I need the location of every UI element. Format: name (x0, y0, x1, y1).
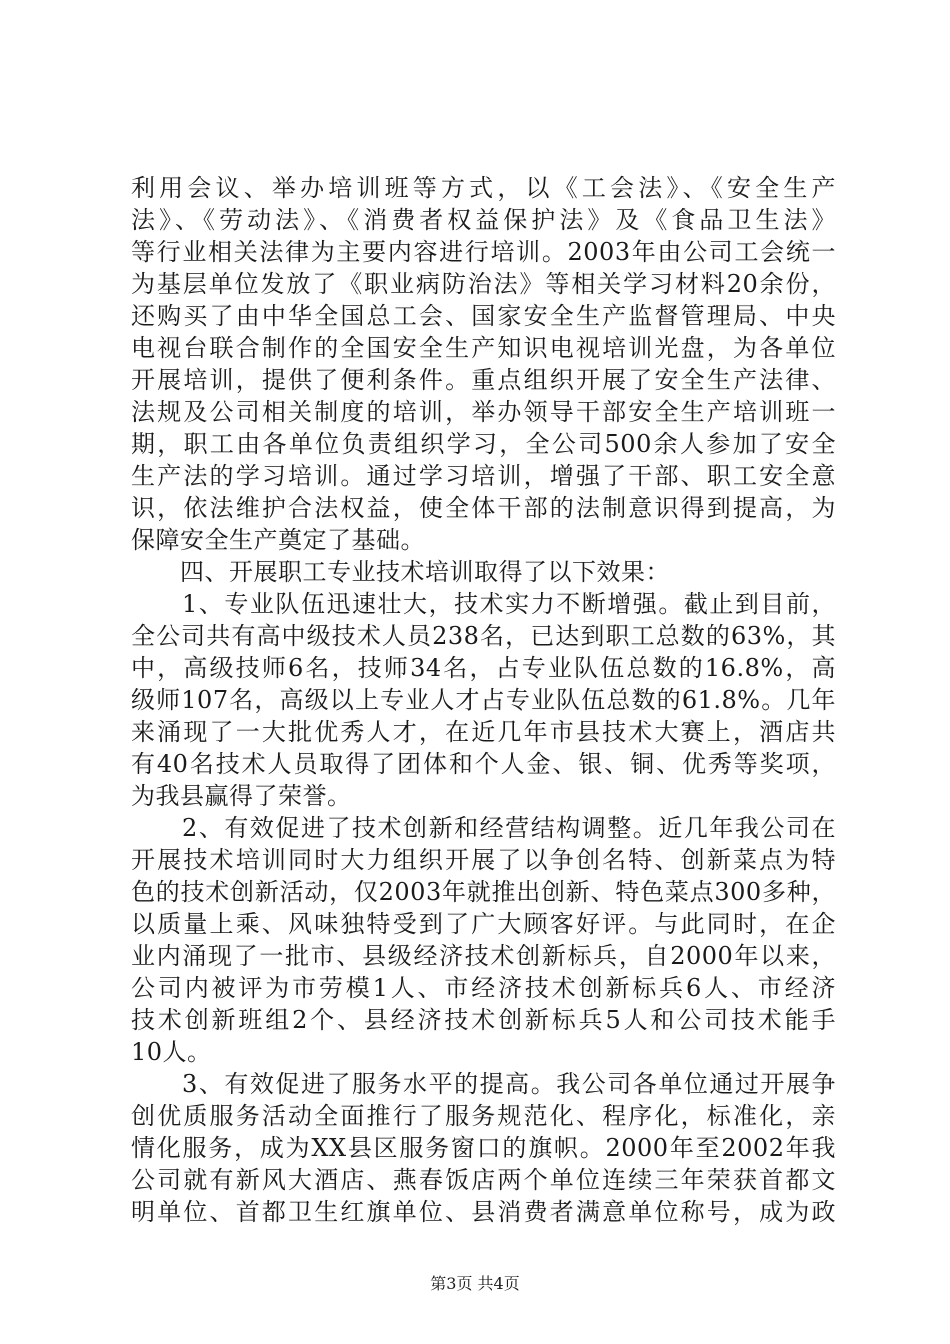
body-text (131, 172, 836, 1228)
text-line: 创优质服务活动全面推行了服务规范化、程序化，标准化，亲 (131, 1102, 836, 1130)
text-line: 公司就有新风大酒店、燕春饭店两个单位连续三年荣获首都文 (131, 1166, 836, 1194)
text-line: 期，职工由各单位负责组织学习，全公司500余人参加了安全 (131, 430, 836, 458)
text-line: 色的技术创新活动，仅2003年就推出创新、特色菜点300多种， (131, 878, 836, 906)
text-line: 生产法的学习培训。通过学习培训，增强了干部、职工安全意 (131, 462, 836, 490)
text-line: 识，依法维护合法权益，使全体干部的法制意识得到提高，为 (131, 494, 836, 522)
page-footer: 第3页 共4页 (430, 1274, 520, 1293)
text-line: 公司内被评为市劳模1人、市经济技术创新标兵6人、市经济 (131, 974, 836, 1002)
text-line: 开展技术培训同时大力组织开展了以争创名特、创新菜点为特 (131, 846, 836, 874)
text-line: 来涌现了一大批优秀人才，在近几年市县技术大赛上，酒店共 (131, 718, 836, 746)
text-line: 开展培训，提供了便利条件。重点组织开展了安全生产法律、 (131, 366, 836, 394)
text-line: 以质量上乘、风味独特受到了广大顾客好评。与此同时，在企 (131, 910, 836, 938)
text-line: 3、有效促进了服务水平的提高。我公司各单位通过开展争 (131, 1070, 836, 1098)
text-line: 保障安全生产奠定了基础。 (131, 526, 425, 554)
text-line: 法规及公司相关制度的培训，举办领导干部安全生产培训班一 (131, 398, 836, 426)
text-line: 为基层单位发放了《职业病防治法》等相关学习材料20余份， (131, 270, 836, 298)
text-line: 明单位、首都卫生红旗单位、县消费者满意单位称号，成为政 (131, 1198, 836, 1226)
text-line: 业内涌现了一批市、县级经济技术创新标兵，自2000年以来， (131, 942, 836, 970)
text-line: 全公司共有高中级技术人员238名，已达到职工总数的63%，其 (131, 622, 836, 650)
text-line: 利用会议、举办培训班等方式，以《工会法》、《安全生产 (131, 174, 836, 202)
text-line: 中，高级技师6名，技师34名，占专业队伍总数的16.8%，高 (131, 654, 836, 682)
text-line: 2、有效促进了技术创新和经营结构调整。近几年我公司在 (131, 814, 836, 842)
text-line: 电视台联合制作的全国安全生产知识电视培训光盘，为各单位 (131, 334, 836, 362)
text-line: 技术创新班组2个、县经济技术创新标兵5人和公司技术能手 (131, 1006, 836, 1034)
text-line: 为我县赢得了荣誉。 (131, 782, 352, 810)
text-line: 有40名技术人员取得了团体和个人金、银、铜、优秀等奖项， (131, 750, 836, 778)
text-line: 1、专业队伍迅速壮大，技术实力不断增强。截止到目前， (131, 590, 836, 618)
text-line: 级师107名，高级以上专业人才占专业队伍总数的61.8%。几年 (131, 686, 836, 714)
text-line: 四、开展职工专业技术培训取得了以下效果： (131, 558, 670, 586)
text-line: 10人。 (131, 1038, 212, 1066)
text-line: 法》、《劳动法》、《消费者权益保护法》及《食品卫生法》 (131, 206, 836, 234)
text-line: 还购买了由中华全国总工会、国家安全生产监督管理局、中央 (131, 302, 836, 330)
text-line: 情化服务，成为XX县区服务窗口的旗帜。2000年至2002年我 (131, 1134, 836, 1162)
text-line: 等行业相关法律为主要内容进行培训。2003年由公司工会统一 (131, 238, 836, 266)
